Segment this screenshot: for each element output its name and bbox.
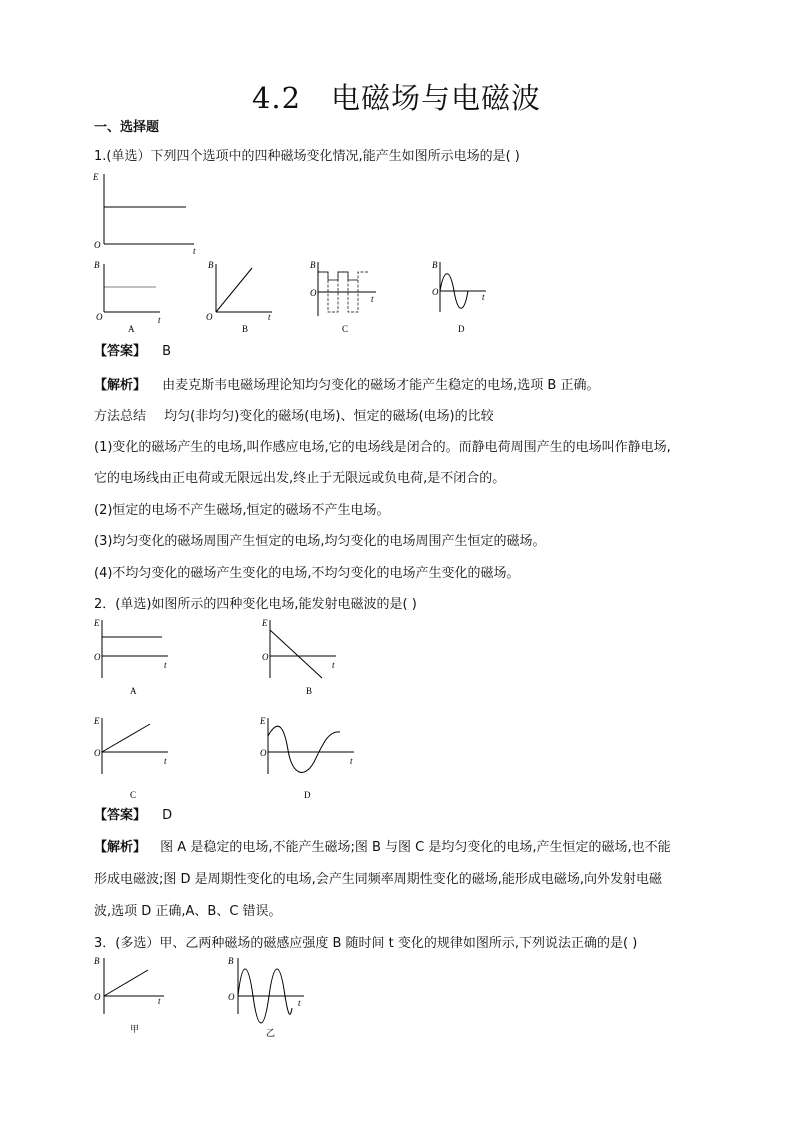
- q1-a-caption: A: [128, 324, 135, 334]
- q1-b-ylabel: B: [208, 260, 214, 270]
- q1-point-4: (4)不均匀变化的磁场产生变化的电场,不均匀变化的电场产生变化的磁场。: [94, 566, 520, 581]
- q3-yi-ylabel: B: [228, 956, 234, 966]
- q1-option-a-graph: [90, 258, 170, 338]
- q2-stem: 2．(单选)如图所示的四种变化电场,能发射电磁波的是( ): [94, 597, 417, 612]
- q1-option-d-graph: [428, 258, 508, 338]
- q1-main-graph: [90, 170, 210, 260]
- q3-jia-xlabel: t: [158, 996, 161, 1006]
- q1-option-b-graph: [202, 258, 282, 338]
- q1-method-text: 均匀(非均匀)变化的磁场(电场)、恒定的磁场(电场)的比较: [164, 409, 494, 424]
- q1-answer-tag: 【答案】: [94, 344, 147, 359]
- q2-d-xlabel: t: [350, 756, 353, 766]
- q2-b-caption: B: [306, 686, 313, 696]
- q1-b-caption: B: [242, 324, 249, 334]
- q2-a-ylabel: E: [94, 618, 100, 628]
- q2-b-ylabel: E: [262, 618, 268, 628]
- q1-a-ylabel: B: [94, 260, 100, 270]
- q1-d-ylabel: B: [432, 260, 438, 270]
- q2-option-c-graph: [92, 712, 182, 802]
- q2-analysis-line-2: 形成电磁波;图 D 是周期性变化的电场,会产生同频率周期性变化的磁场,能形成电磁场,向外发射电磁: [94, 872, 663, 887]
- q2-d-origin: O: [260, 748, 267, 758]
- q2-b-xlabel: t: [332, 660, 335, 670]
- q3-yi-origin: O: [228, 992, 235, 1002]
- q1-c-ylabel: B: [310, 260, 316, 270]
- q1-a-xlabel: t: [158, 315, 161, 325]
- q1-answer-row: [94, 340, 171, 359]
- section-heading: 一、选择题: [94, 120, 160, 135]
- q2-answer-value: D: [162, 808, 173, 823]
- q1-d-xlabel: t: [482, 292, 485, 302]
- q1-method-row: [94, 405, 494, 424]
- q3-jia-origin: O: [94, 992, 101, 1002]
- q1-c-caption: C: [342, 324, 349, 334]
- q2-d-caption: D: [304, 790, 311, 800]
- q3-yi-xlabel: t: [298, 998, 301, 1008]
- q2-option-b-graph: [260, 614, 350, 704]
- q1-point-2: (2)恒定的电场不产生磁场,恒定的磁场不产生电场。: [94, 503, 390, 518]
- q1-analysis-row: [94, 374, 599, 393]
- q2-b-origin: O: [262, 652, 269, 662]
- page-title: 4.2 电磁场与电磁波: [251, 81, 542, 115]
- q2-a-origin: O: [94, 652, 101, 662]
- q3-jia-ylabel: B: [94, 956, 100, 966]
- q2-c-origin: O: [94, 748, 101, 758]
- q3-graph-yi: [226, 952, 316, 1042]
- q2-analysis-row: [94, 836, 671, 855]
- q2-analysis-line-1: 图 A 是稳定的电场,不能产生磁场;图 B 与图 C 是均匀变化的电场,产生恒定的磁场,也不能: [160, 840, 671, 855]
- q1-d-origin: O: [432, 287, 439, 297]
- q1-c-origin: O: [310, 288, 317, 298]
- q1-method-label: 方法总结: [94, 409, 147, 424]
- q1-main-xlabel: t: [193, 246, 196, 256]
- q2-answer-tag: 【答案】: [94, 808, 147, 823]
- q2-c-ylabel: E: [94, 716, 100, 726]
- q1-d-caption: D: [458, 324, 465, 334]
- q2-analysis-tag: 【解析】: [94, 840, 147, 855]
- q1-main-ylabel: E: [93, 172, 99, 182]
- q2-option-a-graph: [92, 614, 182, 704]
- q1-c-xlabel: t: [371, 294, 374, 304]
- q1-analysis-text: 由麦克斯韦电磁场理论知均匀变化的磁场才能产生稳定的电场,选项 B 正确。: [162, 378, 600, 393]
- q1-stem: 1.(单选）下列四个选项中的四种磁场变化情况,能产生如图所示电场的是( ): [94, 149, 520, 164]
- q3-jia-caption: 甲: [130, 1024, 140, 1034]
- q2-a-caption: A: [130, 686, 137, 696]
- q1-a-origin: O: [96, 312, 103, 322]
- q1-answer-value: B: [162, 344, 172, 359]
- q1-main-origin: O: [94, 240, 101, 250]
- q2-c-xlabel: t: [164, 756, 167, 766]
- q1-b-origin: O: [206, 312, 213, 322]
- q2-c-caption: C: [130, 790, 137, 800]
- q2-a-xlabel: t: [164, 660, 167, 670]
- q3-stem: 3．(多选）甲、乙两种磁场的磁感应强度 B 随时间 t 变化的规律如图所示,下列说法正确的是( ): [94, 936, 638, 951]
- q3-yi-caption: 乙: [266, 1028, 276, 1038]
- q1-point-1-cont: 它的电场线由正电荷或无限远出发,终止于无限远或负电荷,是不闭合的。: [94, 471, 506, 486]
- q2-d-ylabel: E: [260, 716, 266, 726]
- q1-option-c-graph: [306, 258, 396, 338]
- q2-answer-row: [94, 804, 172, 823]
- q1-analysis-tag: 【解析】: [94, 378, 147, 393]
- q1-b-xlabel: t: [268, 312, 271, 322]
- q3-graph-jia: [92, 952, 182, 1042]
- q2-option-d-graph: [258, 712, 368, 802]
- q1-point-3: (3)均匀变化的磁场周围产生恒定的电场,均匀变化的电场周围产生恒定的磁场。: [94, 534, 546, 549]
- q1-point-1: (1)变化的磁场产生的电场,叫作感应电场,它的电场线是闭合的。而静电荷周围产生的电场叫作静电场,: [94, 440, 671, 455]
- q2-analysis-line-3: 波,选项 D 正确,A、B、C 错误。: [94, 904, 282, 919]
